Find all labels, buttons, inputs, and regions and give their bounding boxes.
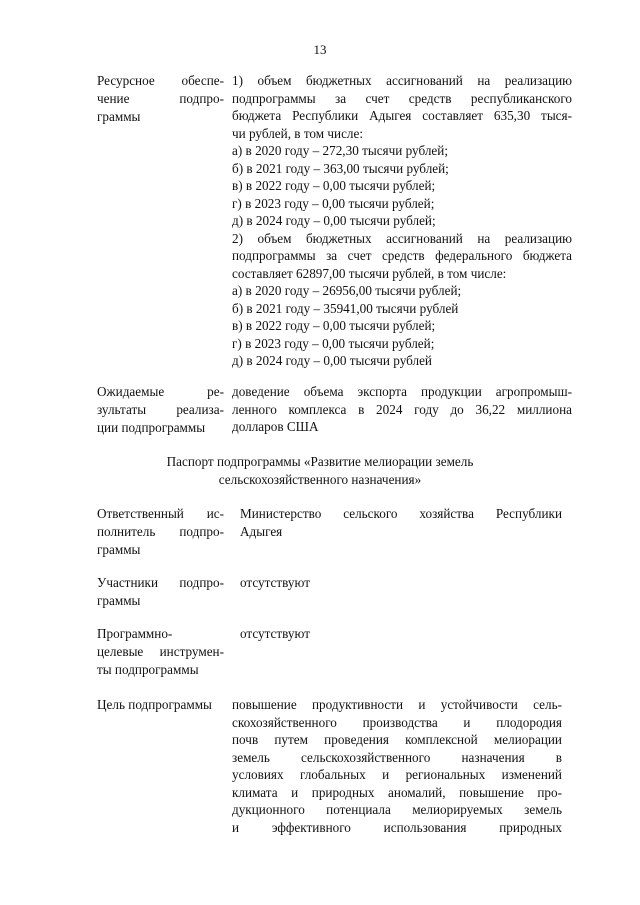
text-line: подпрограммы за счет средств федерального бюджета	[232, 248, 572, 263]
label-line: зультаты реализа-	[97, 402, 224, 417]
title-line: сельскохозяйственного назначения»	[218, 472, 422, 487]
text-line: климата и природных аномалий, повышение про-	[232, 784, 562, 800]
text-line: в) в 2022 году – 0,00 тысячи рублей;	[232, 178, 436, 193]
results-label	[97, 383, 224, 437]
label-line: Участники подпро-	[97, 575, 224, 590]
label-line: Программно-	[97, 626, 173, 641]
label-line: Ресурсное обеспе-	[97, 73, 224, 88]
goal-label	[97, 696, 237, 714]
text-line: Министерство сельского хозяйства Республики	[240, 506, 562, 521]
text-line: отсутствуют	[240, 626, 310, 641]
text-line: б) в 2021 году – 35941,00 тысячи рублей	[232, 300, 459, 316]
title-line: Паспорт подпрограммы «Развитие мелиорации земель	[166, 454, 474, 469]
text-line: и эффективного использования природных	[232, 819, 562, 835]
page-number: 13	[313, 42, 327, 57]
text-line: долларов США	[232, 419, 319, 434]
resources-label	[97, 72, 224, 126]
text-line: д) в 2024 году – 0,00 тысячи рублей;	[232, 213, 436, 228]
text-line: подпрограммы за счет средств республиканского	[232, 90, 572, 106]
text-line: отсутствуют	[240, 575, 310, 590]
text-line: земель сельскохозяйственного назначения в	[232, 749, 562, 765]
text-line: скохозяйственного производства и плодородия	[232, 714, 562, 730]
text-line: 2) объем бюджетных ассигнований на реализацию	[232, 230, 572, 246]
label-line: Цель подпрограммы	[97, 697, 212, 712]
text-line: в) в 2022 году – 0,00 тысячи рублей;	[232, 318, 436, 333]
label-line: граммы	[97, 542, 141, 557]
text-line: 1) объем бюджетных ассигнований на реализацию	[232, 73, 572, 88]
text-line: г) в 2023 году – 0,00 тысячи рублей;	[232, 335, 435, 351]
participants-label	[97, 574, 224, 610]
text-line: а) в 2020 году – 26956,00 тысячи рублей;	[232, 283, 462, 298]
text-line: д) в 2024 году – 0,00 тысячи рублей	[232, 353, 432, 368]
text-line: а) в 2020 году – 272,30 тысячи рублей;	[232, 143, 448, 158]
text-line: г) в 2023 году – 0,00 тысячи рублей;	[232, 195, 435, 211]
text-line: дукционного потенциала мелиорируемых земель	[232, 802, 562, 817]
passport-title	[0, 453, 640, 489]
text-line: чи рублей, в том числе:	[232, 125, 364, 141]
goal-text	[232, 696, 562, 836]
label-line: ции подпрограммы	[97, 420, 206, 435]
resources-text	[232, 72, 572, 370]
text-line: бюджета Республики Адыгея составляет 635,30 тыся-	[232, 108, 572, 123]
label-line: чение подпро-	[97, 91, 224, 106]
instruments-label	[97, 625, 224, 679]
executor-text	[240, 505, 562, 540]
label-line: Ожидаемые ре-	[97, 384, 224, 399]
executor-label	[97, 505, 224, 559]
text-line: повышение продуктивности и устойчивости сель-	[232, 697, 562, 712]
label-line: полнитель подпро-	[97, 524, 224, 539]
label-line: Ответственный ис-	[97, 506, 224, 521]
text-line: доведение объема экспорта продукции агропромыш-	[232, 384, 572, 399]
text-line: условиях глобальных и региональных изменений	[232, 767, 562, 782]
label-line: целевые инструмен-	[97, 644, 224, 659]
participants-text	[240, 574, 562, 592]
label-line: граммы	[97, 109, 141, 124]
text-line: ленного комплекса в 2024 году до 36,22 миллиона	[232, 401, 572, 417]
text-line: б) в 2021 году – 363,00 тысячи рублей;	[232, 160, 449, 176]
label-line: ты подпрограммы	[97, 662, 199, 677]
results-text	[232, 383, 572, 436]
instruments-text	[240, 625, 562, 643]
text-line: почв путем проведения комплексной мелиорации	[232, 732, 562, 747]
text-line: Адыгея	[240, 523, 283, 539]
text-line: составляет 62897,00 тысячи рублей, в том числе:	[232, 265, 507, 281]
label-line: граммы	[97, 593, 141, 608]
